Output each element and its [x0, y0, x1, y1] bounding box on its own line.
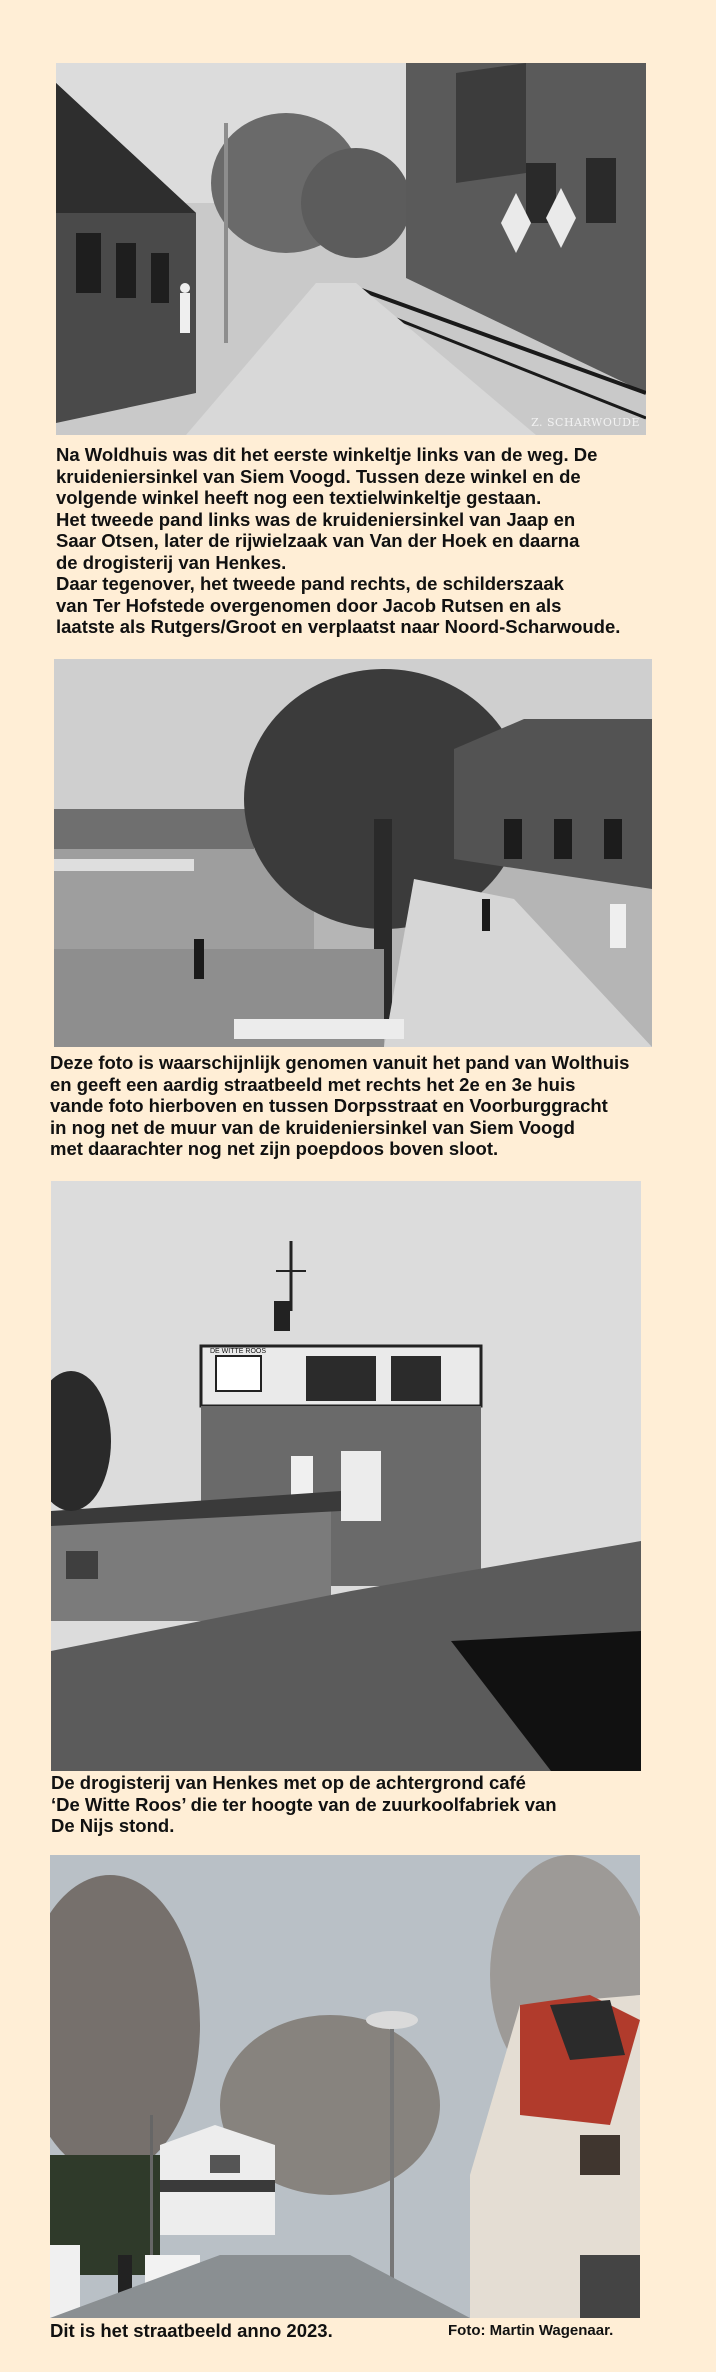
caption-1-line: laatste als Rutgers/Groot en verplaatst naar Noord-Scharwoude.: [56, 616, 621, 637]
caption-1-line: kruideniersinkel van Siem Voogd. Tussen deze winkel en de: [56, 465, 581, 487]
photo-1-drawing: [56, 63, 646, 435]
photo-4-drawing: [50, 1855, 640, 2318]
caption-1-line: volgende winkel heeft nog een textielwinkeltje gestaan.: [56, 487, 542, 508]
caption-4: Dit is het straatbeeld anno 2023.: [50, 2320, 333, 2341]
caption-1: [56, 444, 620, 638]
photo-1-street-shop: [56, 63, 646, 435]
caption-2-line: Deze foto is waarschijnlijk genomen vanuit het pand van Wolthuis: [50, 1052, 630, 1073]
caption-2: [50, 1052, 629, 1160]
photo-3-drawing: [51, 1181, 641, 1771]
caption-1-line: Saar Otsen, later de rijwielzaak van Van der Hoek en daarna: [56, 530, 580, 551]
caption-3: [51, 1772, 557, 1837]
caption-1-line: van Ter Hofstede overgenomen door Jacob Rutsen en als: [56, 594, 562, 616]
photo-2-canal-street: [54, 659, 652, 1047]
caption-1-line: de drogisterij van Henkes.: [56, 551, 287, 573]
caption-2-line: en geeft een aardig straatbeeld met rechts het 2e en 3e huis: [50, 1073, 576, 1095]
photo-3-shop-sign: DE WITTE ROOS: [210, 1348, 266, 1355]
caption-3-line: De drogisterij van Henkes met op de achtergrond café: [51, 1772, 526, 1793]
caption-1-line: Na Woldhuis was dit het eerste winkeltje links van de weg. De: [56, 444, 598, 465]
caption-3-line: De Nijs stond.: [51, 1815, 175, 1836]
photo-2-drawing: [54, 659, 652, 1047]
caption-1-line: Het tweede pand links was de kruideniersinkel van Jaap en: [56, 508, 576, 530]
caption-2-line: vande foto hierboven en tussen Dorpsstraat en Voorburggracht: [50, 1095, 608, 1116]
photo-1-watermark: Z. SCHARWOUDE: [531, 416, 640, 429]
caption-1-line: Daar tegenover, het tweede pand rechts, de schilderszaak: [56, 573, 564, 594]
caption-2-line: met daarachter nog net zijn poepdoos boven sloot.: [50, 1138, 499, 1159]
photo-4-street-2023: [50, 1855, 640, 2318]
photo-3-drogisterij: [51, 1181, 641, 1771]
caption-3-line: ‘De Witte Roos’ die ter hoogte van de zuurkoolfabriek van: [51, 1793, 557, 1815]
photo-credit: Foto: Martin Wagenaar.: [448, 2322, 614, 2339]
caption-2-line: in nog net de muur van de kruideniersinkel van Siem Voogd: [50, 1116, 575, 1138]
